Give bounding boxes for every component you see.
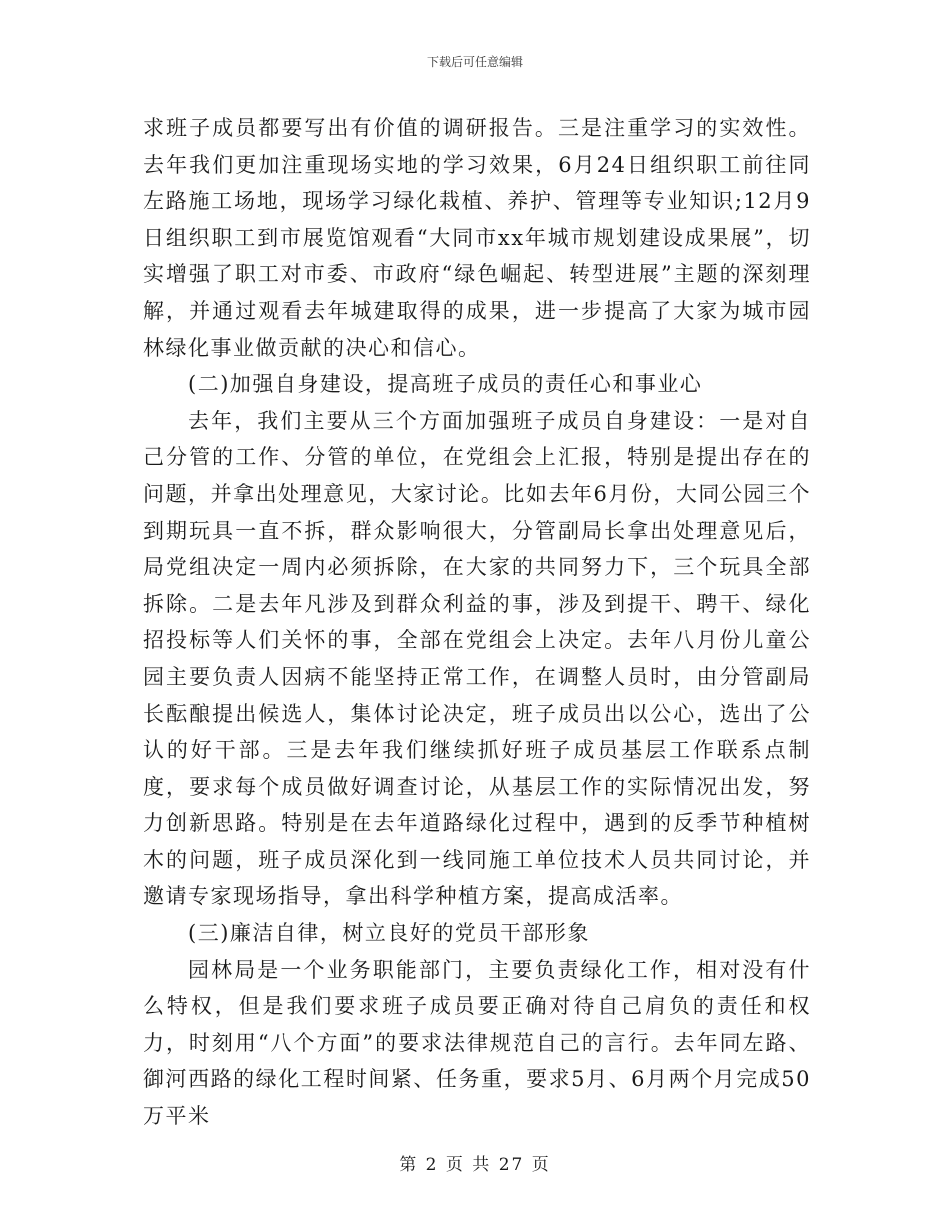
paragraph-2: 去年，我们主要从三个方面加强班子成员自身建设：一是对自己分管的工作、分管的单位，在党组会上汇报，特别是提出存在的问题，并拿出处理意见，大家讨论。比如去年6月份，大同公园三个到期玩具一直不拆，群众影响很大，分管副局长拿出处理意见后，局党组决定一周内必须拆除，在大家的共同努力下，三个玩具全部拆除。二是去年凡涉及到群众利益的事，涉及到提干、聘干、绿化招投标等人们关怀的事，全部在党组会上决定。去年八月份儿童公园主要负责人因病不能坚持正常工作，在调整人员时，由分管副局长酝酿提出候选人，集体讨论决定，班子成员出以公心，选出了公认的好干部。三是去年我们继续抓好班子成员基层工作联系点制度，要求每个成员做好调查讨论，从基层工作的实际情况出发，努力创新思路。特别是在去年道路绿化过程中，遇到的反季节种植树木的问题，班子成员深化到一线同施工单位技术人员共同讨论，并邀请专家现场指导，拿出科学种植方案，提高成活率。: [143, 408, 811, 909]
page-header: 下载后可任意编辑: [426, 55, 523, 69]
section-heading-3: (三)廉洁自律，树立良好的党员干部形象: [188, 921, 590, 946]
page-footer: 第 2 页 共 27 页: [399, 1155, 551, 1175]
paragraph-3: 园林局是一个业务职能部门，主要负责绿化工作，相对没有什么特权，但是我们要求班子成员要正确对待自己肩负的责任和权力，时刻用“八个方面”的要求法律规范自己的言行。去年同左路、御河西路的绿化工程时间紧、任务重，要求5月、6月两个月完成50万平米: [143, 957, 811, 1129]
document-body: [143, 110, 811, 1135]
section-heading-2: (二)加强自身建设，提高班子成员的责任心和事业心: [188, 372, 703, 397]
paragraph-1: 求班子成员都要写出有价值的调研报告。三是注重学习的实效性。去年我们更加注重现场实地的学习效果，6月24日组织职工前往同左路施工场地，现场学习绿化栽植、养护、管理等专业知识;12月9日组织职工到市展览馆观看“大同市xx年城市规划建设成果展”，切实增强了职工对市委、市政府“绿色崛起、转型进展”主题的深刻理解，并通过观看去年城建取得的成果，进一步提高了大家为城市园林绿化事业做贡献的决心和信心。: [143, 116, 811, 360]
